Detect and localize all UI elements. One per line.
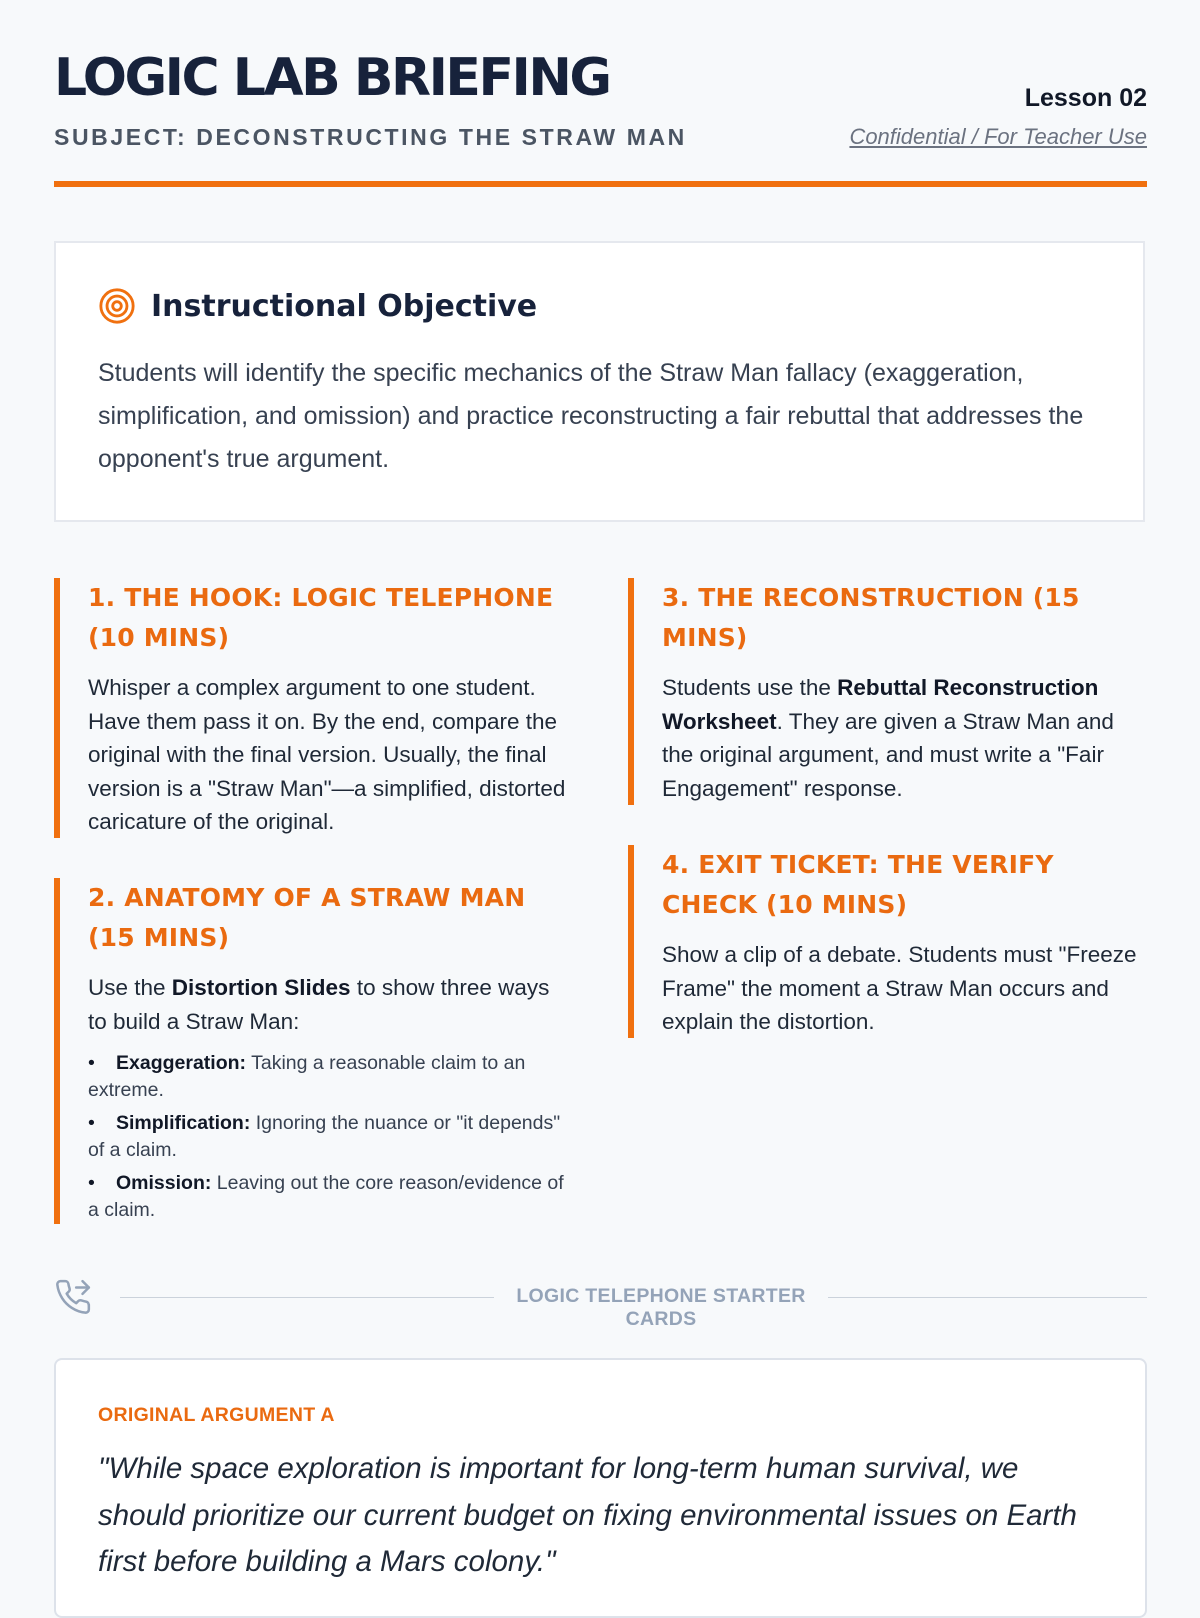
briefing-page [54,0,1147,1578]
list-item-term: Omission: [116,1172,212,1194]
section-body-text: . They are given a Straw Man and the original argument, and must write a "Fair Engagement" response. [662,708,1114,801]
divider-line [828,1297,1147,1298]
confidential-note: Confidential / For Teacher Use [849,124,1147,149]
section-exit-ticket [628,845,1147,1038]
section-body-emphasis: Rebuttal Reconstruction Worksheet [662,675,1099,734]
list-item [88,1110,569,1163]
distortion-list [88,1050,569,1223]
section-body [88,971,569,1038]
header-divider [54,181,1147,187]
header [54,0,1147,188]
section-title: 2. ANATOMY OF A STRAW MAN (15 MINS) [88,883,526,952]
list-item-term: Simplification: [116,1112,251,1134]
section-reconstruction [628,578,1147,805]
target-icon [98,287,136,325]
section-body [662,671,1147,805]
objective-text: Students will identify the specific mechanics of the Straw Man fallacy (exaggeration, simplification, and omission) and practice reconstructing a fair rebuttal that addresses the opponent's true argument. [98,359,1084,473]
section-body: Whisper a complex argument to one student. Have them pass it on. By the end, compare the original with the final version. Usually, the final version is a "Straw Man"—a simplified, distorted caricature of the original. [88,675,566,834]
bullet-icon: • [88,1112,95,1134]
section-title: 4. EXIT TICKET: THE VERIFY CHECK (10 MINS) [662,850,1054,919]
list-item [88,1170,569,1223]
list-item-text: Taking a reasonable claim to an extreme. [88,1052,526,1101]
objective-title: Instructional Objective [151,288,538,324]
bullet-icon: • [88,1052,95,1074]
section-hook [54,578,569,838]
section-title: 1. THE HOOK: LOGIC TELEPHONE (10 MINS) [88,583,554,652]
starter-cards-divider [54,1278,1147,1330]
list-item-term: Exaggeration: [116,1052,247,1074]
divider-label: LOGIC TELEPHONE STARTER CARDS [516,1285,806,1330]
lesson-number: Lesson 02 [1024,84,1147,112]
section-title: 3. THE RECONSTRUCTION (15 MINS) [662,583,1080,652]
card-quote: "While space exploration is important for long-term human survival, we should prioritize our current budget on fixing environmental issues on Earth first before building a Mars colony." [98,1452,1077,1578]
section-anatomy [54,878,569,1224]
section-body-text: Use the [88,975,172,1000]
card-label: ORIGINAL ARGUMENT A [98,1404,335,1426]
section-body-text: to show three ways to build a Straw Man: [88,975,550,1034]
list-item-text: Leaving out the core reason/evidence of a claim. [88,1172,564,1221]
objective-header [98,287,537,325]
section-body-emphasis: Distortion Slides [171,975,351,1000]
starter-card [54,1358,1147,1618]
phone-forward-icon [54,1278,92,1316]
section-body-text: Students use the [662,675,838,700]
list-item-text: Ignoring the nuance or "it depends" of a claim. [88,1112,561,1161]
divider-line [120,1297,494,1298]
section-body: Show a clip of a debate. Students must "Freeze Frame" the moment a Straw Man occurs and explain the distortion. [662,942,1137,1034]
page-title: LOGIC LAB BRIEFING [54,48,610,108]
objective-card [54,241,1145,522]
bullet-icon: • [88,1172,95,1194]
page-subtitle: SUBJECT: DECONSTRUCTING THE STRAW MAN [54,124,687,150]
list-item [88,1050,569,1103]
